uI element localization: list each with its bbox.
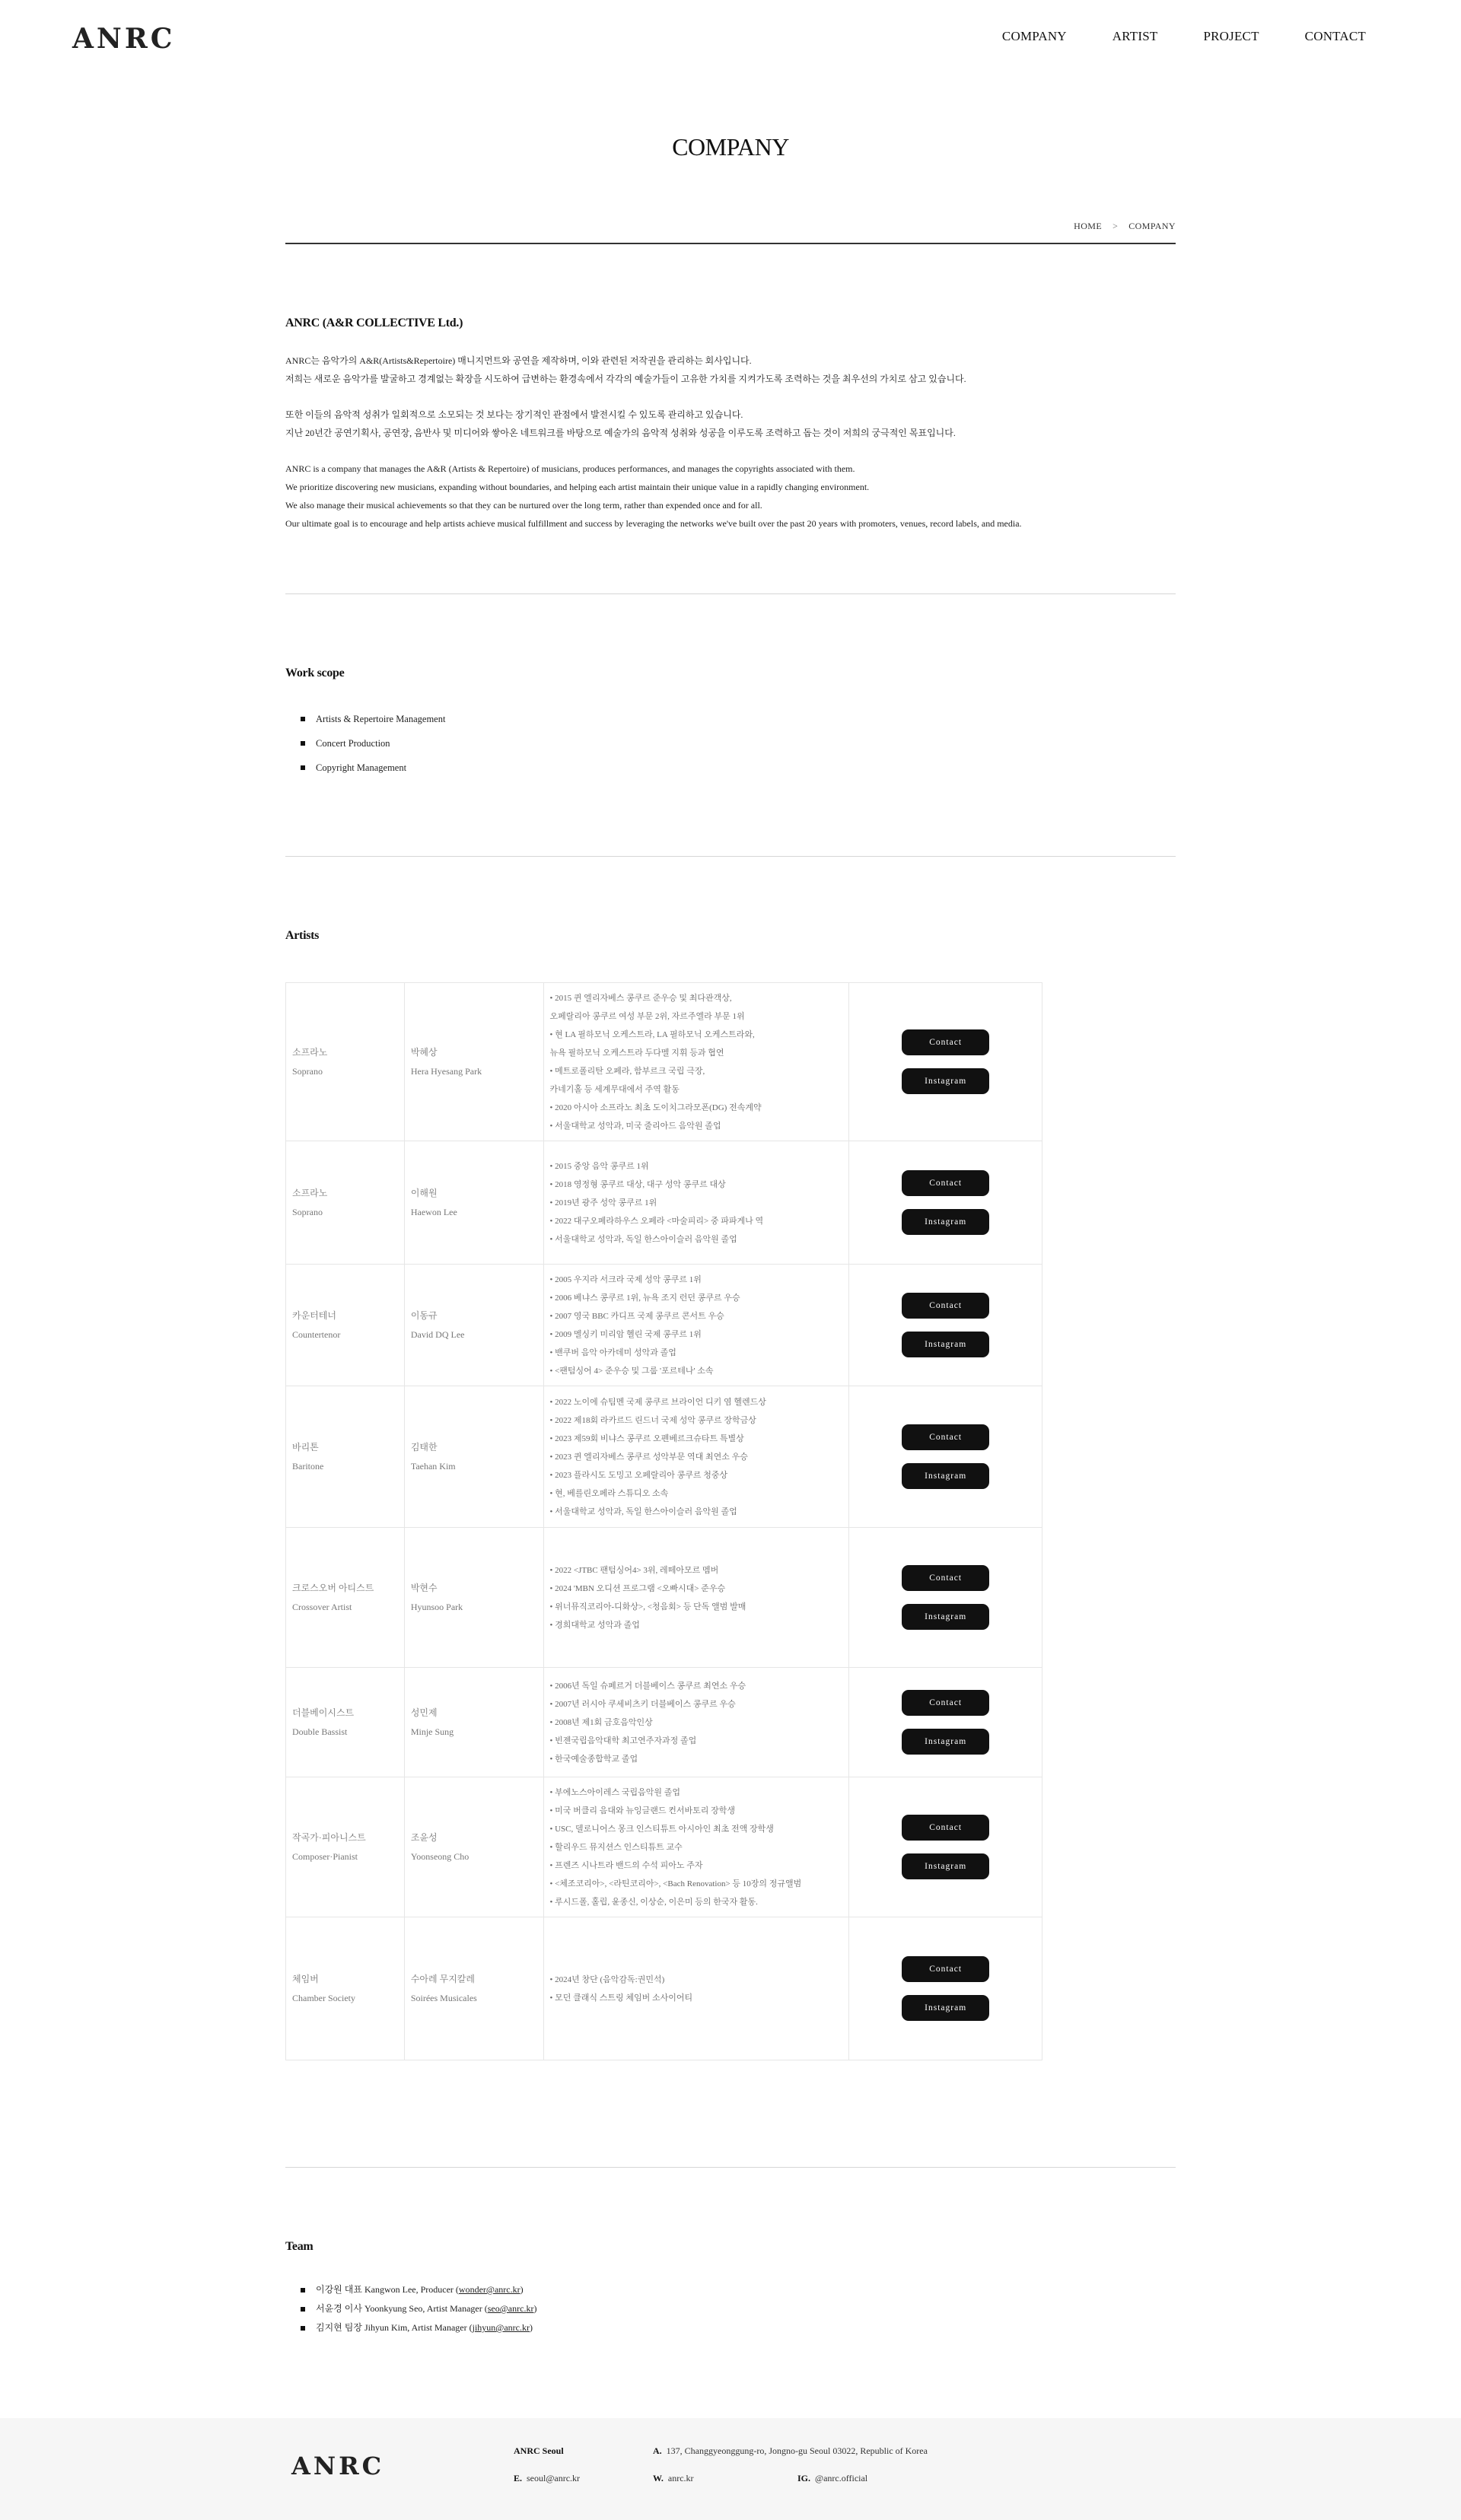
- intro-line: We prioritize discovering new musicians, expanding without boundaries, and helping each artist maintain their unique value in a rapidly changing environment.: [285, 482, 870, 492]
- contact-button[interactable]: Contact: [902, 1424, 989, 1450]
- work-scope-list: [285, 707, 1176, 780]
- artist-actions-cell: [849, 1265, 1042, 1386]
- table-row: [286, 1917, 1042, 2060]
- artist-actions-cell: [849, 1917, 1042, 2060]
- artist-role-ko: 소프라노: [292, 1046, 328, 1058]
- artist-name-ko: 박혜상: [410, 1046, 438, 1058]
- title-divider: [285, 243, 1176, 244]
- career-item: • 밴쿠버 음악 아카데미 성악과 졸업: [549, 1348, 676, 1357]
- team-member-tail: ): [520, 2284, 524, 2295]
- footer-logo[interactable]: ANRC: [291, 2452, 385, 2480]
- artist-career-cell: [543, 1265, 849, 1386]
- career-list: [550, 1157, 849, 1249]
- artist-name-ko: 박현수: [410, 1582, 438, 1593]
- team-member: [301, 2318, 1176, 2337]
- footer-address: [653, 2445, 928, 2457]
- instagram-button[interactable]: Instagram: [902, 1463, 989, 1489]
- artist-name-cell: [404, 1668, 543, 1777]
- artist-name-ko: 이동규: [410, 1309, 438, 1321]
- career-item: • 2018 영정형 콩쿠르 대상, 대구 성악 콩쿠르 대상: [549, 1179, 726, 1189]
- artist-career-cell: [543, 1777, 849, 1917]
- breadcrumb-separator: >: [1112, 221, 1119, 231]
- table-row: [286, 1265, 1042, 1386]
- career-item: • 루시드폴, 홀립, 윤종신, 이상순, 이은미 등의 한국자 활동.: [549, 1897, 758, 1907]
- artist-role-ko: 크로스오버 아티스트: [292, 1582, 374, 1593]
- team-member-email[interactable]: jihyun@anrc.kr: [472, 2322, 530, 2333]
- artist-name-cell: [404, 1265, 543, 1386]
- artist-role-ko: 더블베이시스트: [292, 1707, 355, 1718]
- table-row: [286, 1141, 1042, 1265]
- nav-project[interactable]: PROJECT: [1203, 29, 1259, 43]
- footer-web-link[interactable]: anrc.kr: [667, 2473, 694, 2483]
- artist-role-cell: [286, 983, 405, 1141]
- career-item: 오페랄리아 콩쿠르 여성 부문 2위, 자르주엘라 부문 1위: [549, 1011, 745, 1021]
- artist-name-cell: [404, 1141, 543, 1265]
- artist-name-ko: 성민제: [410, 1707, 438, 1718]
- contact-button[interactable]: Contact: [902, 1956, 989, 1982]
- instagram-button[interactable]: Instagram: [902, 1995, 989, 2021]
- career-item: • 미국 버클리 음대와 뉴잉글랜드 컨서바토리 장학생: [549, 1806, 735, 1815]
- career-list: [550, 989, 849, 1135]
- footer-address-label: A.: [653, 2445, 662, 2456]
- career-item: • 2015 중앙 음악 콩쿠르 1위: [549, 1161, 649, 1171]
- team-member-tail: ): [533, 2303, 537, 2314]
- nav-artist[interactable]: ARTIST: [1112, 29, 1158, 43]
- artist-career-cell: [543, 1141, 849, 1265]
- footer-address-value: 137, Changgyeonggung-ro, Jongno-gu Seoul 03022, Republic of Korea: [666, 2445, 928, 2456]
- site-footer: [0, 2418, 1461, 2520]
- career-item: • 프렌즈 시나트라 밴드의 수석 피아노 주자: [549, 1860, 703, 1870]
- footer-web: [653, 2473, 694, 2484]
- artist-name-en: Yoonseong Cho: [410, 1850, 469, 1862]
- career-item: • 2023 플라시도 도밍고 오페랄리아 콩쿠르 청중상: [549, 1470, 728, 1480]
- artist-role-en: Soprano: [292, 1206, 323, 1217]
- artist-name-cell: [404, 1386, 543, 1528]
- career-item: • <팬텀싱어 4> 준우승 및 그룹 '포르테나' 소속: [549, 1366, 714, 1376]
- team-member-tail: ): [530, 2322, 533, 2333]
- artist-role-en: Composer·Pianist: [292, 1850, 358, 1862]
- career-item: • 한국예술종합학교 졸업: [549, 1754, 638, 1764]
- artist-role-cell: [286, 1141, 405, 1265]
- artist-name-ko: 이해원: [410, 1187, 438, 1198]
- work-scope-heading: Work scope: [285, 667, 345, 679]
- artist-role-cell: [286, 1917, 405, 2060]
- intro-line: ANRC는 음악가의 A&R(Artists&Repertoire) 매니지먼트와 공연을 제작하며, 이와 관련된 저작권을 관리하는 회사입니다.: [285, 355, 752, 366]
- career-item: • 할리우드 뮤지션스 인스티튜트 교수: [549, 1842, 683, 1852]
- career-item: • 2005 우지라 서크라 국제 성악 콩쿠르 1위: [549, 1274, 702, 1284]
- career-item: 뉴욕 필하모닉 오케스트라 두다멜 지휘 등과 협연: [549, 1048, 724, 1058]
- section-divider: [285, 856, 1176, 857]
- career-item: • 메트로폴리탄 오페라, 함부르크 국립 극장,: [549, 1066, 705, 1076]
- table-row: [286, 1668, 1042, 1777]
- company-name-heading: ANRC (A&R COLLECTIVE Ltd.): [285, 317, 463, 329]
- intro-line: 저희는 새로운 음악가를 발굴하고 경계없는 확장을 시도하여 급변하는 환경속에서 각각의 예술가들이 고유한 가치를 지켜가도록 조력하는 것을 최우선의 가치로 삼고 있습니다.: [285, 374, 966, 384]
- footer-email: [514, 2473, 580, 2484]
- career-item: • 2007년 러시아 쿠세비츠키 더블베이스 콩쿠르 우승: [549, 1699, 736, 1709]
- artist-name-cell: [404, 1777, 543, 1917]
- artist-role-ko: 카운터테너: [292, 1309, 336, 1321]
- table-row: [286, 983, 1042, 1141]
- artist-role-cell: [286, 1386, 405, 1528]
- artist-role-ko: 바리톤: [292, 1441, 319, 1452]
- artist-career-cell: [543, 1528, 849, 1668]
- career-item: • 2006 베냐스 콩쿠르 1위, 뉴욕 조지 런던 콩쿠르 우승: [549, 1293, 740, 1303]
- artist-role-ko: 작곡가·피아니스트: [292, 1831, 366, 1843]
- artist-role-ko: 체임버: [292, 1973, 319, 1984]
- career-item: • 모던 클래식 스트링 체임버 소사이어티: [549, 1993, 693, 2003]
- career-item: • 2007 영국 BBC 카디프 국제 콩쿠르 콘서트 우승: [549, 1311, 724, 1321]
- team-heading: Team: [285, 2240, 314, 2253]
- career-item: • 2006년 독일 슈페르거 더블베이스 콩쿠르 최연소 우승: [549, 1681, 746, 1691]
- career-item: • 2008년 제1회 금호음악인상: [549, 1717, 653, 1727]
- artist-name-ko: 조윤성: [410, 1831, 438, 1843]
- contact-button[interactable]: Contact: [902, 1170, 989, 1196]
- artist-name-en: David DQ Lee: [410, 1328, 465, 1340]
- artist-name-ko: 김태한: [410, 1441, 438, 1452]
- team-member-label: 김지현 팀장 Jihyun Kim, Artist Manager (: [316, 2322, 473, 2333]
- table-row: [286, 1777, 1042, 1917]
- career-item: • 부에노스아이레스 국립음악원 졸업: [549, 1787, 680, 1797]
- artist-role-ko: 소프라노: [292, 1187, 328, 1198]
- career-item: • <체조코리아>, <라틴코리아>, <Bach Renovation> 등 10장의 정규앨범: [549, 1879, 802, 1888]
- career-item: • 2022 노이에 슈팀멘 국제 콩쿠르 브라이언 디키 염 헬렌드상: [549, 1397, 766, 1407]
- intro-line: We also manage their musical achievements so that they can be nurtured over the long term, rather than expended once and for all.: [285, 500, 762, 511]
- career-item: • 현 LA 필하모닉 오케스트라, LA 필하모닉 오케스트라와,: [549, 1029, 755, 1039]
- artist-name-en: Taehan Kim: [410, 1460, 456, 1472]
- footer-office: [514, 2445, 568, 2457]
- career-item: • 서울대학교 성악과, 독일 한스아이슬러 음악원 졸업: [549, 1234, 737, 1244]
- career-list: [550, 1393, 849, 1521]
- artist-actions-cell: [849, 983, 1042, 1141]
- artist-name-cell: [404, 983, 543, 1141]
- list-item: Concert Production: [301, 731, 1176, 756]
- career-item: • USC, 델로니어스 몽크 인스티튜트 아시아인 최초 전액 장학생: [549, 1824, 774, 1834]
- instagram-button[interactable]: Instagram: [902, 1604, 989, 1630]
- page-title: COMPANY: [672, 133, 789, 161]
- artist-role-en: Baritone: [292, 1460, 324, 1472]
- table-row: [286, 1528, 1042, 1668]
- nav-contact[interactable]: CONTACT: [1304, 29, 1366, 43]
- intro-line: 또한 이들의 음악적 성취가 일회적으로 소모되는 것 보다는 장기적인 관점에서 발전시킬 수 있도록 관리하고 있습니다.: [285, 409, 743, 420]
- logo-text: ANRC: [72, 23, 176, 55]
- intro-korean-2: [285, 406, 1176, 442]
- artist-name-cell: [404, 1528, 543, 1668]
- artist-name-ko: 수아레 무지칼레: [410, 1973, 475, 1984]
- table-row: [286, 1386, 1042, 1528]
- artist-name-en: Minje Sung: [410, 1726, 454, 1737]
- artist-name-en: Soirées Musicales: [410, 1992, 477, 2003]
- contact-button[interactable]: Contact: [902, 1815, 989, 1841]
- instagram-button[interactable]: Instagram: [902, 1332, 989, 1357]
- career-list: [550, 1971, 849, 2007]
- artist-actions-cell: [849, 1668, 1042, 1777]
- intro-english: [285, 460, 1176, 533]
- instagram-button[interactable]: Instagram: [902, 1209, 989, 1235]
- artist-role-en: Double Bassist: [292, 1726, 348, 1737]
- footer-instagram: [797, 2473, 867, 2484]
- intro-line: Our ultimate goal is to encourage and help artists achieve musical fulfillment and success by leveraging the networks we've built over the past 20 years with promoters, venues, record labels, and media.: [285, 518, 1022, 529]
- intro-korean-1: [285, 352, 1176, 388]
- career-item: • 2019년 광주 성악 콩쿠르 1위: [549, 1198, 657, 1208]
- career-item: • 2024년 창단 (음악감독:권민석): [549, 1974, 665, 1984]
- career-item: • 현, 베를린오페라 스튜디오 소속: [549, 1488, 669, 1498]
- career-item: 카네기홀 등 세계무대에서 주역 활동: [549, 1084, 680, 1094]
- list-item: Artists & Repertoire Management: [301, 707, 1176, 731]
- artist-career-cell: [543, 1386, 849, 1528]
- artist-role-en: Countertenor: [292, 1328, 341, 1340]
- career-list: [550, 1783, 849, 1911]
- artist-actions-cell: [849, 1528, 1042, 1668]
- team-list: [285, 2280, 1176, 2337]
- artist-role-cell: [286, 1265, 405, 1386]
- career-item: • 서울대학교 성악과, 미국 줄리아드 음악원 졸업: [549, 1121, 721, 1131]
- contact-button[interactable]: Contact: [902, 1029, 989, 1055]
- career-item: • 위너뮤직코리아-디화상>, <청음회> 등 단독 앨범 발매: [549, 1602, 746, 1612]
- contact-button[interactable]: Contact: [902, 1293, 989, 1319]
- career-list: [550, 1677, 849, 1768]
- artist-name-cell: [404, 1917, 543, 2060]
- career-item: • 2022 <JTBC 팬텀싱어4> 3위, 레떼아모르 멤버: [549, 1565, 719, 1575]
- artist-actions-cell: [849, 1386, 1042, 1528]
- main-content: [285, 221, 1176, 2337]
- main-nav: [1002, 29, 1366, 44]
- site-logo[interactable]: [72, 23, 175, 56]
- artists-table: [285, 982, 1042, 2060]
- nav-company[interactable]: COMPANY: [1001, 29, 1067, 43]
- career-item: • 2022 대구오페라하우스 오페라 <마술피리> 중 파파게나 역: [549, 1216, 764, 1226]
- team-member-email[interactable]: wonder@anrc.kr: [458, 2284, 520, 2295]
- career-item: • 2022 제18회 라카르드 린드너 국제 성악 콩쿠르 장학금상: [549, 1415, 756, 1425]
- artist-role-cell: [286, 1668, 405, 1777]
- instagram-button[interactable]: Instagram: [902, 1853, 989, 1879]
- instagram-button[interactable]: Instagram: [902, 1068, 989, 1094]
- artist-role-cell: [286, 1528, 405, 1668]
- contact-button[interactable]: Contact: [902, 1565, 989, 1591]
- breadcrumb-current: COMPANY: [1128, 221, 1176, 231]
- breadcrumb-home[interactable]: HOME: [1074, 221, 1103, 231]
- team-member-email[interactable]: seo@anrc.kr: [487, 2303, 534, 2314]
- artist-name-en: Hyunsoo Park: [410, 1601, 463, 1612]
- career-item: • 2009 멜싱키 미리암 헬린 국제 콩쿠르 1위: [549, 1329, 702, 1339]
- artist-career-cell: [543, 983, 849, 1141]
- career-item: • 2023 제59회 비냐스 콩쿠르 오펜베르크슈타트 특별상: [549, 1433, 744, 1443]
- company-intro: [285, 352, 1176, 533]
- breadcrumb: [285, 221, 1176, 232]
- intro-line: ANRC is a company that manages the A&R (Artists & Repertoire) of musicians, produces performances, and manages the copyrights associated with them.: [285, 463, 855, 474]
- artist-role-en: Crossover Artist: [292, 1601, 352, 1612]
- footer-office-name: ANRC Seoul: [514, 2445, 564, 2456]
- artist-name-en: Hera Hyesang Park: [410, 1065, 482, 1077]
- footer-ig-label: IG.: [797, 2473, 811, 2483]
- artist-actions-cell: [849, 1141, 1042, 1265]
- career-item: • 2024 'MBN 오디션 프로그램 <오빠시대> 준우승: [549, 1583, 726, 1593]
- section-divider: [285, 593, 1176, 594]
- artist-name-en: Haewon Lee: [410, 1206, 457, 1217]
- artist-role-cell: [286, 1777, 405, 1917]
- artists-table-body: [286, 983, 1042, 2060]
- career-item: • 2015 퀸 엘리자베스 콩쿠르 준우승 및 최다관객상,: [549, 993, 732, 1003]
- footer-email-label: E.: [514, 2473, 523, 2483]
- footer-ig-link[interactable]: @anrc.official: [815, 2473, 868, 2483]
- intro-line: 지난 20년간 공연기획사, 공연장, 음반사 및 미디어와 쌓아온 네트워크를 바탕으로 예술가의 음악적 성취와 성공을 이루도록 조력하고 돕는 것이 저희의 궁극적인 목표입니다.: [285, 428, 956, 438]
- team-member: [301, 2280, 1176, 2299]
- career-item: • 2023 퀸 엘리자베스 콩쿠르 성악부문 역대 최연소 우승: [549, 1452, 748, 1462]
- footer-email-link[interactable]: seoul@anrc.kr: [527, 2473, 581, 2483]
- artists-heading: Artists: [285, 929, 320, 942]
- list-item: Copyright Management: [301, 756, 1176, 780]
- artist-role-en: Soprano: [292, 1065, 323, 1077]
- career-list: [550, 1561, 849, 1634]
- section-divider: [285, 2167, 1176, 2168]
- artist-role-en: Chamber Society: [292, 1992, 355, 2003]
- footer-web-label: W.: [653, 2473, 664, 2483]
- artist-career-cell: [543, 1668, 849, 1777]
- career-item: • 서울대학교 성악과, 독일 한스아이슬러 음악원 졸업: [549, 1507, 737, 1516]
- site-header: [0, 0, 1461, 76]
- team-member-label: 서윤경 이사 Yoonkyung Seo, Artist Manager (: [316, 2303, 488, 2314]
- career-item: • 2020 아시아 소프라노 최초 도이치그라모폰(DG) 전속계약: [549, 1102, 762, 1112]
- instagram-button[interactable]: Instagram: [902, 1729, 989, 1755]
- career-item: • 빈젠국립음악대학 최고연주자과정 졸업: [549, 1736, 697, 1745]
- artist-actions-cell: [849, 1777, 1042, 1917]
- career-item: • 경희대학교 성악과 졸업: [549, 1620, 640, 1630]
- team-member: [301, 2299, 1176, 2318]
- artist-career-cell: [543, 1917, 849, 2060]
- team-member-label: 이강원 대표 Kangwon Lee, Producer (: [316, 2284, 459, 2295]
- career-list: [550, 1271, 849, 1380]
- contact-button[interactable]: Contact: [902, 1690, 989, 1716]
